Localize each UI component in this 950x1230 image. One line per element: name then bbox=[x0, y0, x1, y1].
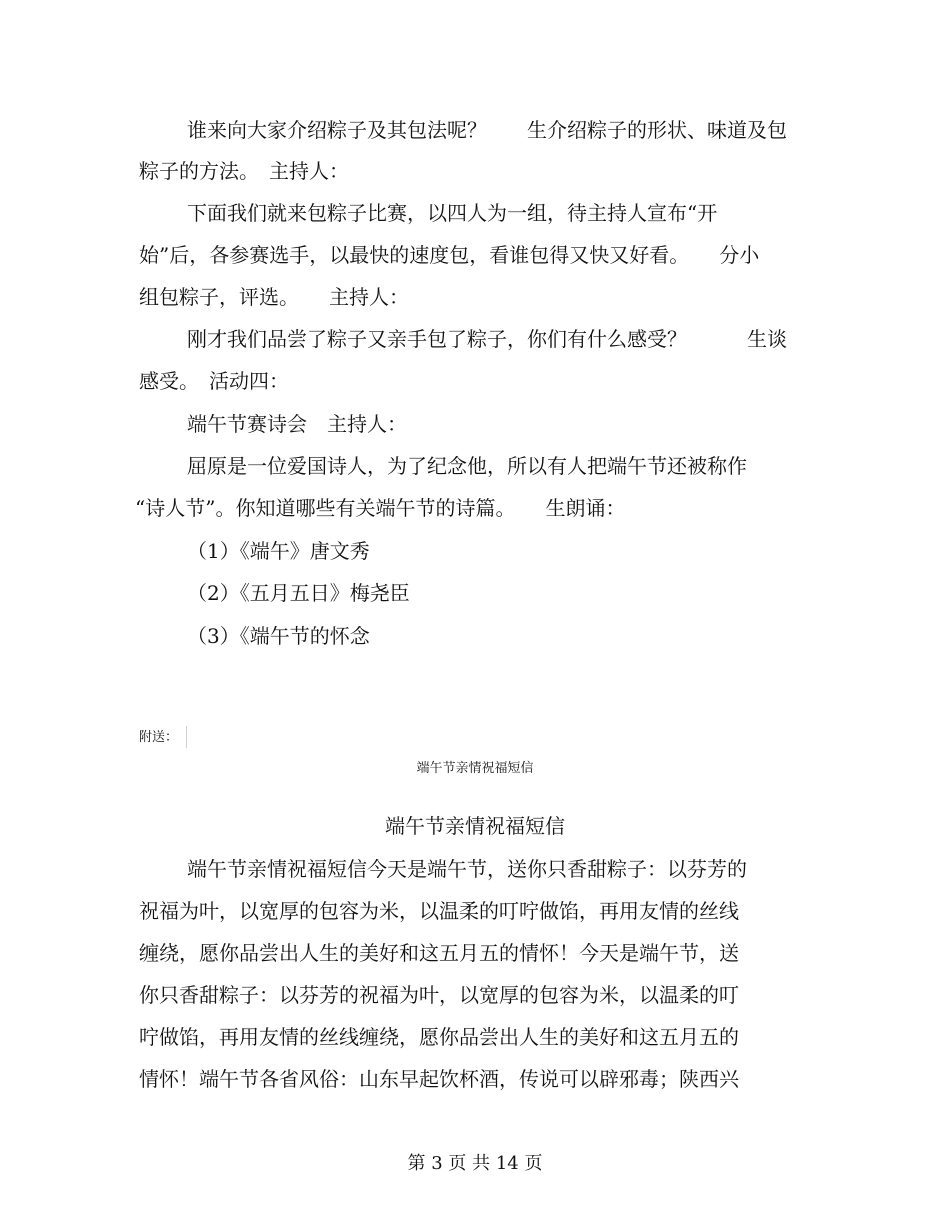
attachment-title: 端午节亲情祝福短信 bbox=[385, 814, 565, 838]
paragraph-line-8: 端午节赛诗会 主持人： bbox=[187, 412, 407, 436]
paragraph-line-3: 下面我们就来包粽子比赛，以四人为一组，待主持人宣布“开 bbox=[187, 201, 718, 225]
page-number-footer: 第 3 页 共 14 页 bbox=[407, 1153, 543, 1174]
poem-item-1: （1）《端午》唐文秀 bbox=[187, 539, 370, 563]
attachment-small-title: 端午节亲情祝福短信 bbox=[416, 761, 534, 776]
paragraph-line-4: 始”后，各参赛选手，以最快的速度包，看谁包得又快又好看。 分小 bbox=[139, 243, 760, 267]
attachment-label: 附送： bbox=[139, 730, 179, 745]
paragraph-line-5: 组包粽子，评选。 主持人： bbox=[139, 285, 409, 309]
sms-line-6: 情怀！端午节各省风俗：山东早起饮杯酒，传说可以辟邪毒；陕西兴 bbox=[139, 1067, 739, 1091]
sms-line-4: 你只香甜粽子：以芬芳的祝福为叶，以宽厚的包容为米，以温柔的叮 bbox=[139, 983, 739, 1007]
paragraph-line-10: “诗人节”。你知道哪些有关端午节的诗篇。 生朗诵： bbox=[135, 496, 626, 520]
poem-item-2: （2）《五月五日》梅尧臣 bbox=[187, 581, 410, 605]
paragraph-line-6: 刚才我们品尝了粽子又亲手包了粽子，你们有什么感受？ 生谈 bbox=[187, 327, 787, 351]
paragraph-line-1: 谁来向大家介绍粽子及其包法呢？ 生介绍粽子的形状、味道及包 bbox=[187, 118, 787, 142]
attachment-divider bbox=[186, 726, 187, 748]
paragraph-line-2: 粽子的方法。 主持人： bbox=[139, 159, 349, 183]
paragraph-line-7: 感受。 活动四： bbox=[139, 369, 289, 393]
sms-line-5: 咛做馅，再用友情的丝线缠绕，愿你品尝出人生的美好和这五月五的 bbox=[139, 1025, 739, 1049]
sms-line-2: 祝福为叶，以宽厚的包容为米，以温柔的叮咛做馅，再用友情的丝线 bbox=[139, 899, 739, 923]
sms-line-3: 缠绕，愿你品尝出人生的美好和这五月五的情怀！今天是端午节，送 bbox=[139, 941, 739, 965]
poem-item-3: （3）《端午节的怀念 bbox=[187, 624, 370, 648]
paragraph-line-9: 屈原是一位爱国诗人，为了纪念他，所以有人把端午节还被称作 bbox=[187, 454, 747, 478]
sms-line-1: 端午节亲情祝福短信今天是端午节，送你只香甜粽子：以芬芳的 bbox=[187, 857, 747, 881]
